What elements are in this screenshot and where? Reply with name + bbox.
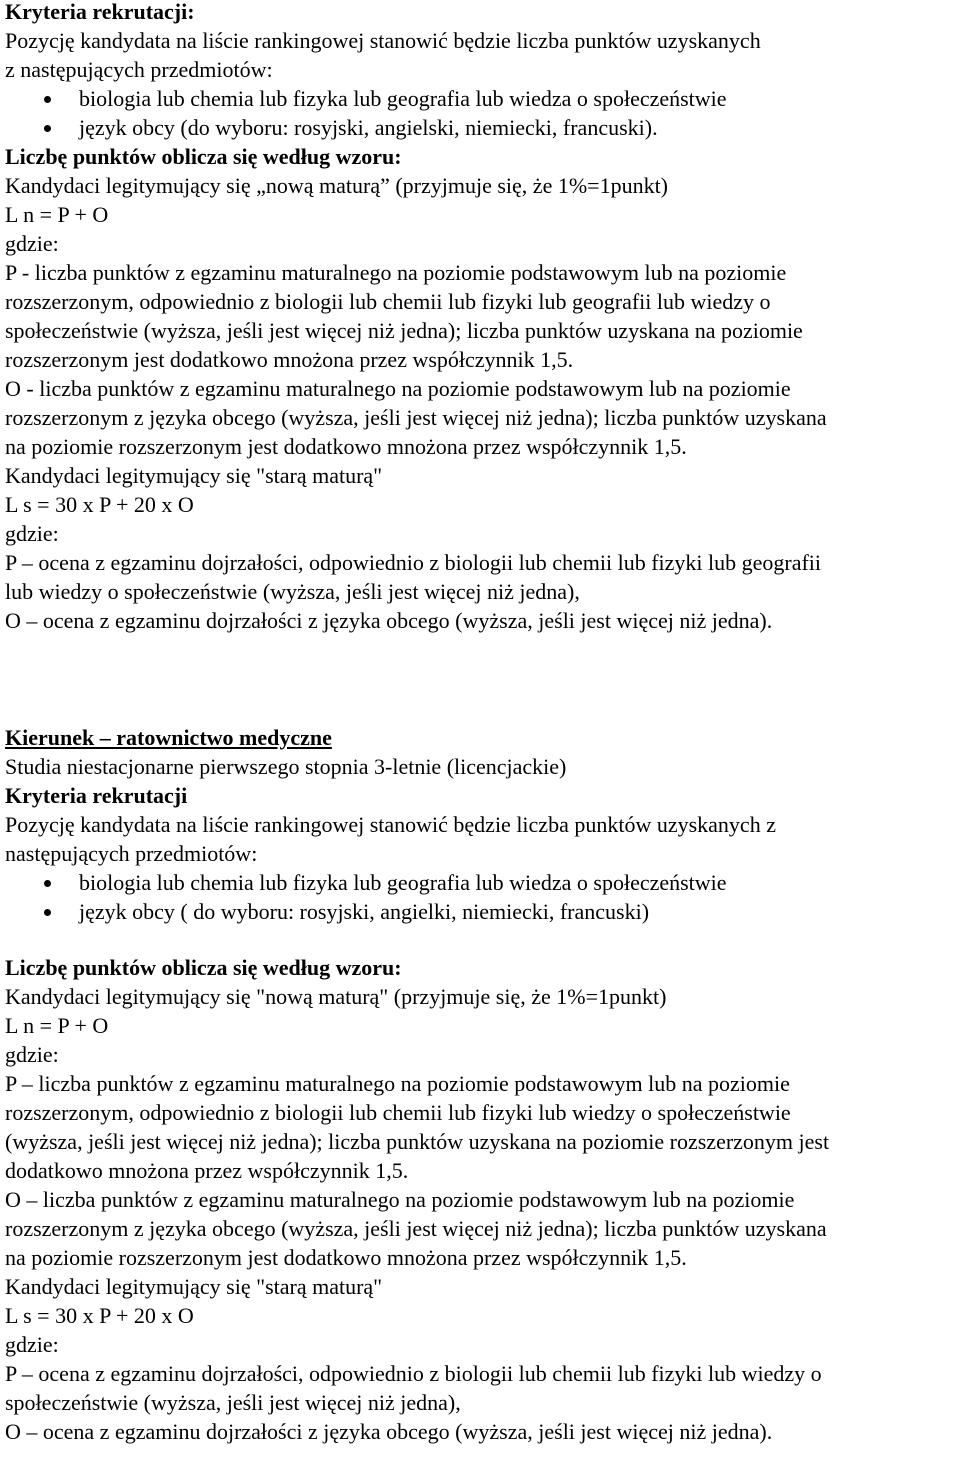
list-item [5, 897, 957, 926]
list-item [5, 84, 957, 113]
list-item-text: język obcy (do wyboru: rosyjski, angielski, niemiecki, francuski). [79, 115, 658, 140]
list-item [5, 868, 957, 897]
text-line: rozszerzonym, odpowiednio z biologii lub chemii lub fizyki lub wiedzy o społeczeństwie [5, 1100, 791, 1125]
text-line: O - liczba punktów z egzaminu maturalnego na poziomie podstawowym lub na poziomie [5, 376, 791, 401]
formula-line: L s = 30 x P + 20 x O [5, 1303, 194, 1328]
text-line: gdzie: [5, 1332, 59, 1357]
text-line: O – liczba punktów z egzaminu maturalnego na poziomie podstawowym lub na poziomie [5, 1187, 795, 1212]
text-line: P – ocena z egzaminu dojrzałości, odpowiednio z biologii lub chemii lub fizyki lub geografii [5, 550, 822, 575]
list-item-text: biologia lub chemia lub fizyka lub geografia lub wiedza o społeczeństwie [79, 870, 727, 895]
intro-line: Pozycję kandydata na liście rankingowej stanowić będzie liczba punktów uzyskanych z [5, 812, 776, 837]
intro-line: następujących przedmiotów: [5, 841, 258, 866]
text-line: P - liczba punktów z egzaminu maturalnego na poziomie podstawowym lub na poziomie [5, 260, 787, 285]
bullet-icon [44, 96, 51, 103]
text-line: O – ocena z egzaminu dojrzałości z języka obcego (wyższa, jeśli jest więcej niż jedna). [5, 608, 773, 633]
section-paramedics [5, 723, 957, 1446]
formula-line: L n = P + O [5, 202, 109, 227]
bullet-icon [44, 880, 51, 887]
intro-line: z następujących przedmiotów: [5, 57, 273, 82]
text-line: gdzie: [5, 1042, 59, 1067]
subject-list [5, 84, 957, 142]
text-line: (wyższa, jeśli jest więcej niż jedna); liczba punktów uzyskana na poziomie rozszerzonym jest [5, 1129, 830, 1154]
text-line: gdzie: [5, 521, 59, 546]
intro-line: Pozycję kandydata na liście rankingowej stanowić będzie liczba punktów uzyskanych [5, 28, 761, 53]
criteria-heading: Kryteria rekrutacji [5, 783, 188, 808]
text-line: rozszerzonym z języka obcego (wyższa, jeśli jest więcej niż jedna); liczba punktów uzyskana [5, 405, 827, 430]
section-heading: Kryteria rekrutacji: [5, 0, 195, 24]
text-line: rozszerzonym z języka obcego (wyższa, jeśli jest więcej niż jedna); liczba punktów uzyskana [5, 1216, 827, 1241]
program-subheading: Studia niestacjonarne pierwszego stopnia 3-letnie (licencjackie) [5, 754, 567, 779]
bullet-icon [44, 125, 51, 132]
text-line: rozszerzonym jest dodatkowo mnożona przez współczynnik 1,5. [5, 347, 574, 372]
formula-line: L s = 30 x P + 20 x O [5, 492, 194, 517]
text-line: lub wiedzy o społeczeństwie (wyższa, jeśli jest więcej niż jedna), [5, 579, 580, 604]
text-line: na poziomie rozszerzonym jest dodatkowo mnożona przez współczynnik 1,5. [5, 1245, 687, 1270]
text-line: P – ocena z egzaminu dojrzałości, odpowiednio z biologii lub chemii lub fizyki lub wiedzy o [5, 1361, 822, 1386]
text-line: Kandydaci legitymujący się „nową maturą” (przyjmuje się, że 1%=1punkt) [5, 173, 669, 198]
formula-line: L n = P + O [5, 1013, 109, 1038]
bullet-icon [44, 909, 51, 916]
text-line: dodatkowo mnożona przez współczynnik 1,5. [5, 1158, 409, 1183]
text-line: P – liczba punktów z egzaminu maturalnego na poziomie podstawowym lub na poziomie [5, 1071, 790, 1096]
list-item [5, 113, 957, 142]
formula-heading: Liczbę punktów oblicza się według wzoru: [5, 955, 402, 980]
text-line: O – ocena z egzaminu dojrzałości z języka obcego (wyższa, jeśli jest więcej niż jedna). [5, 1419, 773, 1444]
text-line: gdzie: [5, 231, 59, 256]
text-line: Kandydaci legitymujący się "starą maturą" [5, 1274, 383, 1299]
section-recruitment-criteria [5, 0, 957, 635]
formula-heading: Liczbę punktów oblicza się według wzoru: [5, 144, 402, 169]
text-line: na poziomie rozszerzonym jest dodatkowo mnożona przez współczynnik 1,5. [5, 434, 687, 459]
text-line: Kandydaci legitymujący się "nową maturą" (przyjmuje się, że 1%=1punkt) [5, 984, 667, 1009]
paragraph-spacer [5, 926, 957, 953]
text-line: społeczeństwie (wyższa, jeśli jest więcej niż jedna); liczba punktów uzyskana na poziomie [5, 318, 803, 343]
subject-list [5, 868, 957, 926]
text-line: rozszerzonym, odpowiednio z biologii lub chemii lub fizyki lub geografii lub wiedzy o [5, 289, 771, 314]
text-line: społeczeństwie (wyższa, jeśli jest więcej niż jedna), [5, 1390, 461, 1415]
text-line: Kandydaci legitymujący się "starą maturą" [5, 463, 383, 488]
list-item-text: biologia lub chemia lub fizyka lub geografia lub wiedza o społeczeństwie [79, 86, 727, 111]
document [5, 0, 957, 1446]
section-spacer [5, 635, 957, 723]
list-item-text: język obcy ( do wyboru: rosyjski, angielki, niemiecki, francuski) [79, 899, 650, 924]
program-heading: Kierunek – ratownictwo medyczne [5, 725, 332, 750]
